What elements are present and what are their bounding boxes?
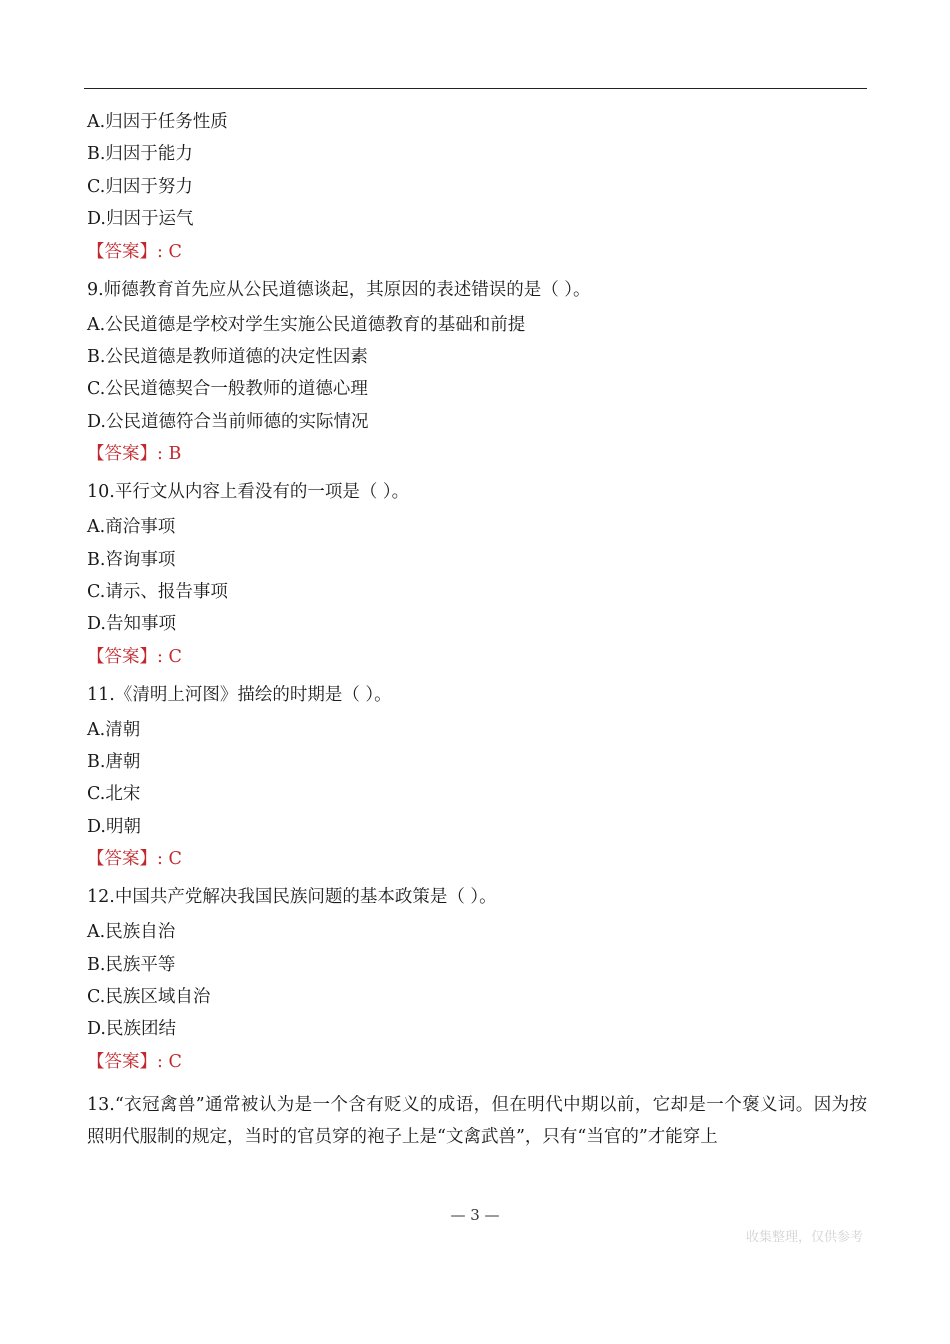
question-block-12 bbox=[87, 886, 867, 1073]
header-rule bbox=[84, 88, 867, 89]
option-a: A.归因于任务性质 bbox=[87, 112, 228, 132]
option-c: C.公民道德契合一般教师的道德心理 bbox=[87, 379, 368, 400]
option-c: C.民族区域自治 bbox=[87, 987, 211, 1008]
option-c: C.归因于努力 bbox=[87, 176, 193, 197]
answer-label: 【答案】: C bbox=[87, 1051, 182, 1072]
answer-label: 【答案】: C bbox=[87, 646, 182, 667]
option-a: A.民族自治 bbox=[87, 922, 176, 943]
option-a: A.清朝 bbox=[87, 719, 141, 740]
question-text: 12.中国共产党解决我国民族问题的基本政策是（ ）。 bbox=[87, 887, 497, 908]
watermark-text: 收集整理，仅供参考 bbox=[745, 1230, 863, 1245]
question-text: 10.平行文从内容上看没有的一项是（ ）。 bbox=[87, 482, 410, 503]
question-13-text: 13.“衣冠禽兽”通常被认为是一个含有贬义的成语，但在明代中期以前，它却是一个褒义词。因为按照明代服制的规定，当时的官员穿的袍子上是“文禽武兽”，只有“当官的”才能穿上 bbox=[87, 1094, 867, 1148]
answer-label: 【答案】: B bbox=[87, 444, 182, 465]
option-b: B.咨询事项 bbox=[87, 549, 176, 570]
option-d: D.明朝 bbox=[87, 816, 141, 837]
question-block-8 bbox=[87, 111, 867, 263]
question-text: 11.《清明上河图》描绘的时期是（ ）。 bbox=[87, 684, 392, 705]
option-c: C.请示、报告事项 bbox=[87, 581, 228, 602]
question-block-10 bbox=[87, 481, 867, 668]
question-block-11 bbox=[87, 684, 867, 871]
option-d: D.民族团结 bbox=[87, 1019, 176, 1040]
option-c: C.北宋 bbox=[87, 784, 141, 805]
question-text: 9.师德教育首先应从公民道德谈起，其原因的表述错误的是（ ）。 bbox=[87, 279, 591, 300]
option-a: A.公民道德是学校对学生实施公民道德教育的基础和前提 bbox=[87, 314, 526, 335]
question-block-9 bbox=[87, 279, 867, 466]
option-b: B.民族平等 bbox=[87, 954, 176, 975]
answer-label: 【答案】: C bbox=[87, 849, 182, 870]
option-a: A.商洽事项 bbox=[87, 517, 176, 538]
option-d: D.公民道德符合当前师德的实际情况 bbox=[87, 411, 369, 432]
answer-label: 【答案】: C bbox=[87, 241, 182, 262]
option-d: D.归因于运气 bbox=[87, 209, 194, 230]
option-b: B.归因于能力 bbox=[87, 144, 193, 165]
page-number: — 3 — bbox=[450, 1206, 500, 1224]
option-d: D.告知事项 bbox=[87, 614, 176, 635]
option-b: B.公民道德是教师道德的决定性因素 bbox=[87, 346, 368, 367]
option-b: B.唐朝 bbox=[87, 752, 141, 773]
document-body bbox=[87, 111, 867, 1154]
